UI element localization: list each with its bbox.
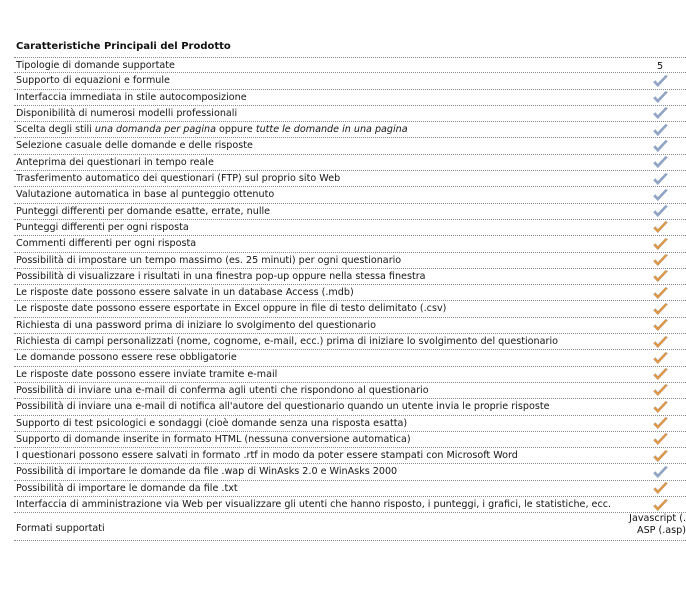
feature-label-part: oppure [215,124,256,136]
feature-label: Possibilità di impostare un tempo massimo (es. 25 minuti) per ogni questionario [16,254,402,266]
feature-row [14,367,686,383]
feature-row [14,497,686,513]
feature-label: Possibilità di inviare una e-mail di notifica all'autore del questionario quando un utente invia le proprie risposte [16,401,550,413]
checkmark-icon [650,269,670,285]
feature-label: Le risposte date possono essere esportate in Excel oppure in file di testo delimitato (.csv) [16,303,447,315]
feature-label [16,124,408,136]
page-title: Caratteristiche Principali del Prodotto [16,41,231,52]
feature-row [14,90,686,106]
feature-label: Possibilità di visualizzare i risultati in una finestra pop-up oppure nella stessa finestra [16,270,426,282]
feature-row [14,416,686,432]
feature-row [14,236,686,252]
feature-row [14,285,686,301]
feature-label: Punteggi differenti per domande esatte, errate, nulle [16,205,271,217]
feature-row [14,73,686,89]
checkmark-icon [650,236,670,252]
feature-row [14,301,686,317]
format-javascript: Javascript (. [629,513,686,525]
checkmark-icon [650,350,670,366]
feature-label: Interfaccia di amministrazione via Web per visualizzare gli utenti che hanno risposto, i punteggi, i grafici, le statistiche, ecc. [16,499,612,511]
feature-row [14,334,686,350]
feature-label: Valutazione automatica in base al punteggio ottenuto [16,189,275,201]
feature-row [14,399,686,415]
checkmark-icon [650,204,670,220]
feature-row [14,432,686,448]
feature-row [14,122,686,138]
feature-label: Anteprima dei questionari in tempo reale [16,156,214,168]
feature-label: Possibilità di importare le domande da file .wap di WinAsks 2.0 e WinAsks 2000 [16,466,398,478]
checkmark-icon [650,497,670,513]
feature-row [14,464,686,480]
feature-label: Possibilità di inviare una e-mail di conferma agli utenti che rispondono al questionario [16,384,429,396]
feature-row [14,138,686,154]
feature-label: Richiesta di campi personalizzati (nome, cognome, e-mail, ecc.) prima di iniziare lo svolgimento del questionario [16,336,558,348]
checkmark-icon [650,253,670,269]
feature-label: Supporto di test psicologici e sondaggi (cioè domande senza una risposta esatta) [16,417,408,429]
feature-row [14,106,686,122]
feature-label: Possibilità di importare le domande da file .txt [16,482,238,494]
feature-label: Punteggi differenti per ogni risposta [16,221,189,233]
checkmark-icon [650,187,670,203]
checkmark-icon [650,481,670,497]
feature-row [14,220,686,236]
checkmark-icon [650,90,670,106]
feature-row [14,171,686,187]
feature-label: I questionari possono essere salvati in formato .rtf in modo da poter essere stampati con Microsoft Word [16,450,518,462]
feature-row [14,187,686,203]
feature-row [14,318,686,334]
checkmark-icon [650,464,670,480]
feature-label-italic: tutte le domande in una pagina [255,124,408,136]
feature-row [14,204,686,220]
feature-row [14,383,686,399]
feature-row [14,481,686,497]
formats-label: Formati supportati [16,523,105,535]
checkmark-icon [650,448,670,464]
checkmark-icon [650,106,670,122]
feature-label: Interfaccia immediata in stile autocomposizione [16,91,247,103]
checkmark-icon [650,318,670,334]
feature-label: Le risposte date possono essere salvate in un database Access (.mdb) [16,287,354,299]
checkmark-icon [650,367,670,383]
checkmark-icon [650,399,670,415]
feature-row [14,253,686,269]
feature-label: Supporto di domande inserite in formato HTML (nessuna conversione automatica) [16,433,411,445]
features-table [14,57,686,541]
feature-label: Disponibilità di numerosi modelli professionali [16,107,238,119]
checkmark-icon [650,122,670,138]
feature-label: Commenti differenti per ogni risposta [16,238,197,250]
checkmark-icon [650,220,670,236]
checkmark-icon [650,171,670,187]
feature-row [14,269,686,285]
checkmark-icon [650,383,670,399]
feature-label: Le domande possono essere rese obbligatorie [16,352,237,364]
checkmark-icon [650,155,670,171]
feature-label: Richiesta di una password prima di iniziare lo svolgimento del questionario [16,319,376,331]
checkmark-icon [650,334,670,350]
feature-row [14,448,686,464]
checkmark-icon [650,301,670,317]
checkmark-icon [650,432,670,448]
feature-label: Selezione casuale delle domande e delle risposte [16,140,253,152]
feature-label: Tipologie di domande supportate [16,60,175,71]
checkmark-icon [650,138,670,154]
feature-row [14,57,686,73]
format-asp: ASP (.asp) [637,525,686,537]
feature-label: Supporto di equazioni e formule [16,75,170,87]
feature-label: Le risposte date possono essere inviate tramite e-mail [16,368,278,380]
formats-row [14,513,686,541]
feature-count: 5 [656,60,664,72]
feature-label-part: Scelta degli stili [16,124,95,136]
feature-row [14,155,686,171]
formats-value [616,513,686,537]
checkmark-icon [650,285,670,301]
feature-row [14,350,686,366]
feature-label: Trasferimento automatico dei questionari (FTP) sul proprio sito Web [16,173,341,185]
feature-label-italic: una domanda per pagina [94,124,216,136]
checkmark-icon [650,73,670,89]
checkmark-icon [650,416,670,432]
